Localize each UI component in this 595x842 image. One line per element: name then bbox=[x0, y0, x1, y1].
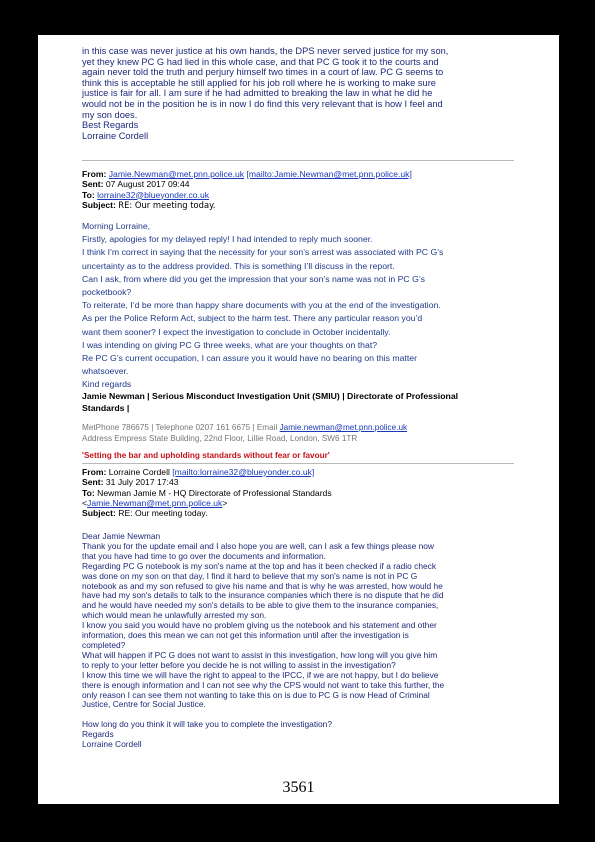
from-row: From: Lorraine Cordell [mailto:lorraine32@blueyonder.co.uk] bbox=[82, 467, 315, 477]
to-email-link[interactable]: Jamie.Newman@met.pnn.police.uk bbox=[87, 497, 223, 508]
body-line: Regarding PC G notebook is my son's name at the top and has it been checked if a radio check bbox=[82, 560, 437, 571]
body-line: again never told the truth and perjury himself two times in a court of law. PC G seems to bbox=[82, 67, 444, 78]
closing-line: Regards bbox=[82, 729, 114, 740]
to-row: To: Newman Jamie M - HQ Directorate of Professional Standards bbox=[82, 487, 332, 498]
email-header bbox=[82, 467, 512, 518]
body-line: uncertainty as to the address provided. This is something I’ll discuss in the report. bbox=[82, 260, 395, 271]
to-row: To: lorraine32@blueyonder.co.uk bbox=[82, 189, 210, 200]
body-line: Dear Jamie Newman bbox=[82, 531, 161, 541]
email-body bbox=[82, 532, 514, 750]
body-line: was done on my son on that day, I find it hard to believe that my son's name is not in PC G bbox=[82, 570, 418, 581]
body-line: there is enough information and I can not see why the CPS would not want to take this further, the bbox=[82, 679, 445, 690]
motto: 'Setting the bar and upholding standards without fear or favour' bbox=[82, 451, 330, 460]
to-email-link[interactable]: lorraine32@blueyonder.co.uk bbox=[97, 189, 210, 200]
email-divider bbox=[82, 160, 514, 161]
sender-name: Lorraine Cordell bbox=[82, 739, 142, 750]
body-line: in this case was never justice at his own hands, the DPS never served justice for my son, bbox=[82, 46, 449, 56]
body-line: yet they knew PC G had lied in this whole case, and that PC G took it to the courts and bbox=[82, 56, 439, 67]
body-line: What will happen if PC G does not want to assist in this investigation, how long will you give him bbox=[82, 649, 438, 660]
body-line: Can I ask, from where did you get the impression that your son’s name was not in PC G’s bbox=[82, 273, 425, 284]
signature-block bbox=[82, 390, 512, 414]
body-line: I know this time we will have the right to appeal to the IPCC, if we are not happy, but I do believe bbox=[82, 669, 439, 680]
subject-row: Subject: RE: Our meeting today. bbox=[82, 199, 216, 210]
body-line: only reason I can see them not wanting to take this on is due to PC G is now Head of Criminal bbox=[82, 689, 430, 700]
body-line: have had my son's details to talk to the insurance companies which there is no dispute that he did bbox=[82, 590, 444, 601]
signature-line: Standards | bbox=[82, 403, 130, 413]
sent-row: Sent: 07 August 2017 09:44 bbox=[82, 179, 190, 190]
sent-row: Sent: 31 July 2017 17:43 bbox=[82, 477, 179, 488]
body-line: Morning Lorraine, bbox=[82, 221, 151, 231]
body-line: to reply to your letter before you decide he is not willing to assist in the investigation? bbox=[82, 659, 396, 670]
body-line: information, does this mean we can not get this information until after the investigation is bbox=[82, 630, 409, 641]
closing-line: Best Regards bbox=[82, 120, 139, 131]
body-line: Firstly, apologies for my delayed reply! I had intended to reply much sooner. bbox=[82, 234, 373, 245]
body-line: want them sooner? I expect the investigation to conclude in October incidentally. bbox=[82, 326, 391, 337]
email-header bbox=[82, 169, 512, 210]
body-line: whatsoever. bbox=[82, 366, 129, 377]
body-line: pocketbook? bbox=[82, 287, 132, 298]
body-line: To reiterate, I’d be more than happy share documents with you at the end of the investigation. bbox=[82, 300, 441, 311]
body-line: I was intending on giving PC G three weeks, what are your thoughts on that? bbox=[82, 339, 378, 350]
body-line: and he would have needed my son's details to be able to give them to the insurance companies, bbox=[82, 600, 439, 611]
body-line: I know you said you would have no problem giving us the notebook and his statement and other bbox=[82, 620, 437, 631]
body-line: As per the Police Reform Act, subject to the harm test. There any particular reason you’d bbox=[82, 313, 423, 324]
email-divider bbox=[82, 463, 514, 464]
email-body bbox=[82, 220, 512, 392]
body-line: justice is fair for all. I am sure if he had admitted to breaking the law in what he did he bbox=[82, 88, 433, 99]
subject-row: Subject: RE: Our meeting today. bbox=[82, 508, 208, 519]
contact-address-line: Address Empress State Building, 22nd Floor, Lillie Road, London, SW6 1TR bbox=[82, 433, 358, 443]
body-line: completed? bbox=[82, 639, 126, 650]
closing-line: Kind regards bbox=[82, 379, 132, 390]
contact-phone-line: MetPhone 786675 | Telephone 0207 161 6675 | Email Jamie.newman@met.pnn.police.uk bbox=[82, 423, 408, 432]
from-mailto-link[interactable]: [mailto:lorraine32@blueyonder.co.uk] bbox=[172, 467, 315, 477]
contact-email-link[interactable]: Jamie.newman@met.pnn.police.uk bbox=[279, 423, 408, 432]
page-number: 3561 bbox=[282, 779, 315, 796]
body-line: that you have had time to go over the documents and information. bbox=[82, 550, 326, 561]
body-line: my son does. bbox=[82, 109, 138, 120]
body-line: which would mean he unlawfully arrested my son. bbox=[82, 610, 267, 621]
body-line: Justice, Centre for Social Justice. bbox=[82, 699, 206, 710]
contact-block bbox=[82, 423, 512, 444]
from-row: From: Jamie.Newman@met.pnn.police.uk [mailto:Jamie.Newman@met.pnn.police.uk] bbox=[82, 169, 412, 179]
previous-email-tail bbox=[82, 46, 512, 141]
sender-name: Lorraine Cordell bbox=[82, 130, 149, 141]
signature-line: Jamie Newman | Serious Misconduct Investigation Unit (SMIU) | Directorate of Professional bbox=[82, 391, 459, 401]
from-mailto-link[interactable]: [mailto:Jamie.Newman@met.pnn.police.uk] bbox=[246, 169, 412, 179]
body-line: would not be in the position he is in now I do find this very relevant that is how I feel and bbox=[82, 98, 443, 109]
to-email-row: <Jamie.Newman@met.pnn.police.uk> bbox=[82, 497, 228, 508]
body-line: I think I’m correct in saying that the necessity for your son’s arrest was associated with PC G’s bbox=[82, 247, 444, 258]
document-page bbox=[38, 35, 559, 804]
from-email-link[interactable]: Jamie.Newman@met.pnn.police.uk bbox=[108, 169, 245, 179]
body-line: think this is acceptable he still applied for his job roll where he is working to make sure bbox=[82, 77, 436, 88]
body-line: Thank you for the update email and I also hope you are well, can I ask a few things please now bbox=[82, 540, 434, 551]
body-line: notebook as and my son refused to give his name and that is why he was arrested, how would he bbox=[82, 580, 443, 591]
body-line: Re PC G’s current occupation, I can assure you it would have no bearing on this matter bbox=[82, 353, 417, 364]
body-line: How long do you think it will take you to complete the investigation? bbox=[82, 719, 332, 730]
